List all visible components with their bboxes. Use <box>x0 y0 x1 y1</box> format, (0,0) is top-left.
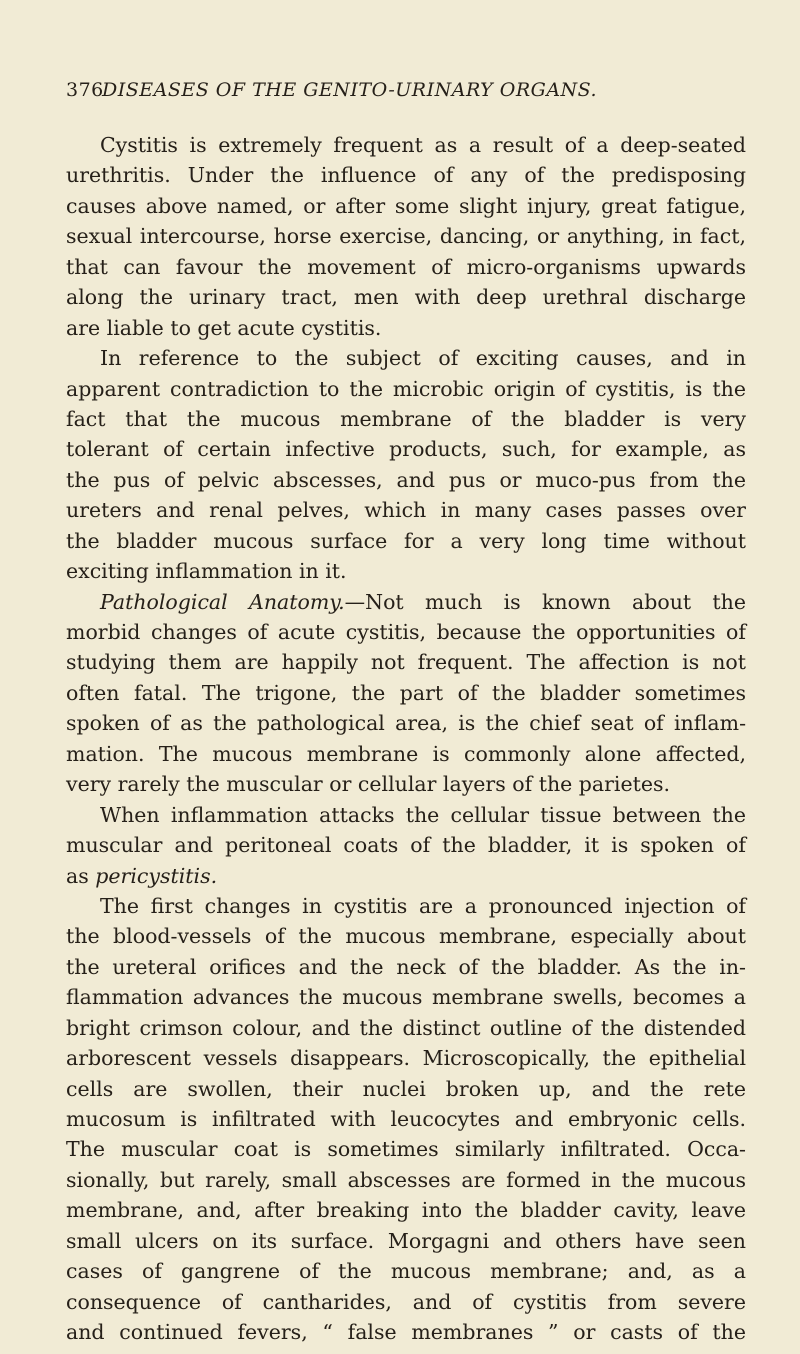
text-line: bright crimson colour, and the distinct outline of the distended <box>66 1015 746 1040</box>
text-line: are liable to get acute cystitis. <box>66 315 382 340</box>
text-line: The muscular coat is sometimes similarly infiltrated. Occa- <box>66 1137 746 1162</box>
text-line: In reference to the subject of exciting causes, and in <box>100 346 746 371</box>
text-line: fact that the mucous membrane of the bladder is very <box>66 406 746 431</box>
body-text <box>66 130 746 1348</box>
text-line: consequence of cantharides, and of cystitis from severe <box>66 1289 746 1314</box>
text-line: arborescent vessels disappears. Microscopically, the epithelial <box>66 1046 746 1071</box>
text-line: When inflammation attacks the cellular tissue between the <box>100 802 746 827</box>
text-line: causes above named, or after some slight injury, great fatigue, <box>66 193 746 218</box>
text-line: cases of gangrene of the mucous membrane; and, as a <box>66 1259 746 1284</box>
page-number: 376 <box>66 79 104 101</box>
text-line: the bladder mucous surface for a very long time without <box>66 528 746 553</box>
section-heading: Pathological Anatomy. <box>100 589 345 614</box>
text-line: morbid changes of acute cystitis, because the opportunities of <box>66 620 746 644</box>
text-line: muscular and peritoneal coats of the bladder, it is spoken of <box>66 833 746 858</box>
text-line: urethritis. Under the influence of any of the predisposing <box>66 163 746 188</box>
text-line <box>66 587 746 617</box>
text-line: exciting inflammation in it. <box>66 559 347 584</box>
text-line: tolerant of certain infective products, such, for example, as <box>66 437 746 462</box>
text-line: the ureteral orifices and the neck of the bladder. As the in- <box>66 954 746 979</box>
text-line: spoken of as the pathological area, is the chief seat of inflam- <box>66 711 746 736</box>
text-line: and continued fevers, “ false membranes ” or casts of the <box>66 1320 746 1345</box>
text-line: The first changes in cystitis are a pronounced injection of <box>100 893 746 918</box>
text-line: very rarely the muscular or cellular layers of the parietes. <box>66 772 671 797</box>
text-line <box>66 861 746 891</box>
text-line: sexual intercourse, horse exercise, dancing, or anything, in fact, <box>66 224 746 249</box>
page-header <box>66 79 746 105</box>
text-line: ureters and renal pelves, which in many cases passes over <box>66 498 746 523</box>
text-line: cells are swollen, their nuclei broken up, and the rete <box>66 1076 746 1101</box>
text-line: sionally, but rarely, small abscesses are formed in the mucous <box>66 1167 746 1192</box>
text-line: Cystitis is extremely frequent as a result of a deep-seated <box>100 133 746 157</box>
text-line: apparent contradiction to the microbic origin of cystitis, is the <box>66 376 746 401</box>
text-line-start: as <box>66 863 89 888</box>
text-line: mation. The mucous membrane is commonly alone affected, <box>66 741 746 766</box>
text-line: small ulcers on its surface. Morgagni and others have seen <box>66 1228 746 1253</box>
text-line: studying them are happily not frequent. The affection is not <box>66 650 746 675</box>
text-line: flammation advances the mucous membrane swells, becomes a <box>66 985 746 1010</box>
text-line: mucosum is infiltrated with leucocytes and embryonic cells. <box>66 1107 746 1131</box>
text-line-rest: —Not much is known about the <box>344 589 747 614</box>
text-line: that can favour the movement of micro-organisms upwards <box>66 254 746 279</box>
text-line: membrane, and, after breaking into the bladder cavity, leave <box>66 1198 746 1223</box>
text-line: along the urinary tract, men with deep urethral discharge <box>66 285 746 310</box>
running-head: DISEASES OF THE GENITO-URINARY ORGANS. <box>102 79 598 101</box>
text-line: the pus of pelvic abscesses, and pus or muco-pus from the <box>66 467 746 492</box>
italic-term: pericystitis. <box>95 863 218 888</box>
text-line: often fatal. The trigone, the part of the bladder sometimes <box>66 680 746 705</box>
text-line: the blood-vessels of the mucous membrane, especially about <box>66 924 746 949</box>
